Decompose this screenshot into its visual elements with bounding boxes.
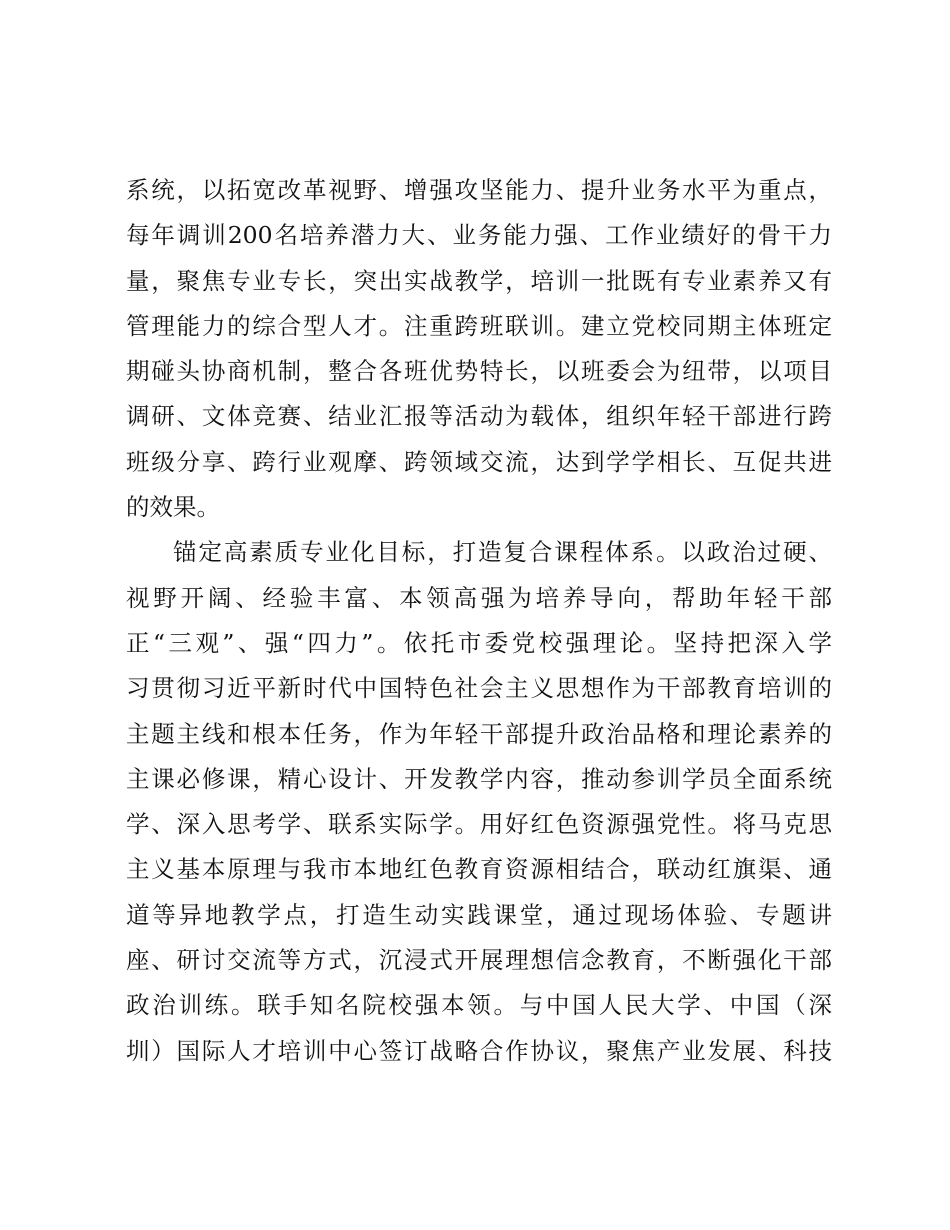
text-line: 班级分享、跨行业观摩、跨领域交流，达到学学相长、互促共进 bbox=[126, 447, 832, 476]
text-line: 主义基本原理与我市本地红色教育资源相结合，联动红旗渠、通 bbox=[126, 855, 832, 884]
paragraph-1 bbox=[126, 168, 832, 530]
text-line: 道等异地教学点，打造生动实践课堂，通过现场体验、专题讲 bbox=[126, 900, 832, 929]
text-line: 政治训练。联手知名院校强本领。与中国人民大学、中国（深 bbox=[126, 991, 832, 1020]
text-line: 视野开阔、经验丰富、本领高强为培养导向，帮助年轻干部 bbox=[126, 583, 832, 612]
text-line: 管理能力的综合型人才。注重跨班联训。建立党校同期主体班定 bbox=[126, 311, 832, 340]
text-line: 系统，以拓宽改革视野、增强攻坚能力、提升业务水平为重点， bbox=[126, 176, 832, 204]
text-line: 正“三观”、强“四力”。依托市委党校强理论。坚持把深入学 bbox=[126, 628, 832, 657]
text-line: 每年调训200名培养潜力大、业务能力强、工作业绩好的骨干力 bbox=[126, 221, 832, 250]
text-line: 圳）国际人才培训中心签订战略合作协议，聚焦产业发展、科技 bbox=[126, 1036, 832, 1065]
text-line: 习贯彻习近平新时代中国特色社会主义思想作为干部教育培训的 bbox=[126, 674, 832, 703]
text-line: 锚定高素质专业化目标，打造复合课程体系。以政治过硬、 bbox=[173, 538, 832, 567]
text-line: 主课必修课，精心设计、开发教学内容，推动参训学员全面系统 bbox=[126, 764, 832, 793]
text-line: 量，聚焦专业专长，突出实战教学，培训一批既有专业素养又有 bbox=[126, 266, 832, 295]
text-line: 主题主线和根本任务，作为年轻干部提升政治品格和理论素养的 bbox=[126, 719, 832, 748]
text-line: 学、深入思考学、联系实际学。用好红色资源强党性。将马克思 bbox=[126, 810, 832, 839]
text-line: 的效果。 bbox=[126, 493, 220, 522]
text-line: 期碰头协商机制，整合各班优势特长，以班委会为纽带，以项目 bbox=[126, 357, 832, 386]
text-line: 座、研讨交流等方式，沉浸式开展理想信念教育，不断强化干部 bbox=[126, 946, 832, 975]
paragraph-2 bbox=[126, 530, 832, 1074]
text-line: 调研、文体竞赛、结业汇报等活动为载体，组织年轻干部进行跨 bbox=[126, 402, 832, 431]
document-body bbox=[126, 168, 832, 1074]
